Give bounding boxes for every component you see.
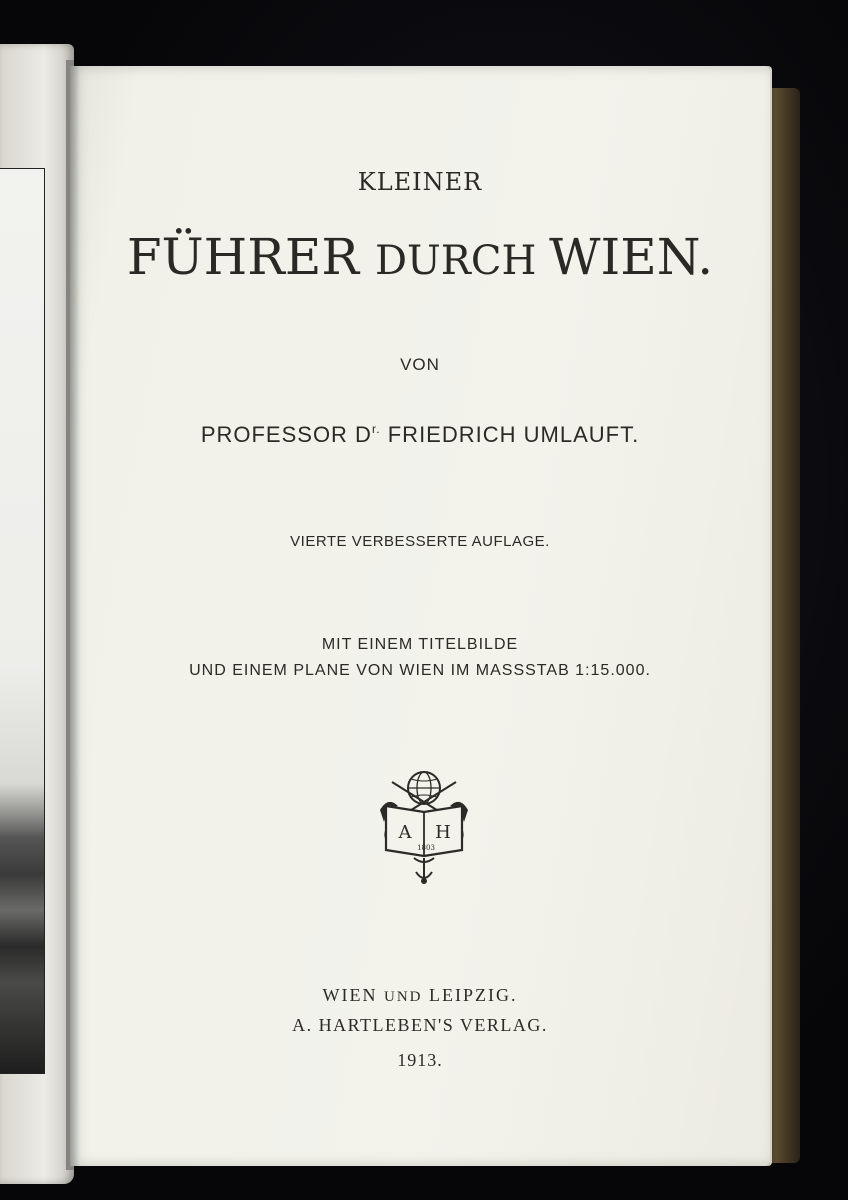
illustrations-line-1: MIT EINEM TITELBILDE [321, 636, 519, 653]
frontispiece-image [0, 168, 45, 1074]
title-word-fuehrer: FÜHRER [126, 228, 375, 286]
title-word-wien: WIEN. [549, 228, 714, 286]
emblem-letter-h: H [435, 822, 451, 843]
place-line [70, 985, 770, 1006]
title-word-durch: DURCH [374, 238, 550, 284]
publisher-emblem-icon [374, 766, 474, 888]
publisher-line: A. HARTLEBEN'S VERLAG. [292, 1015, 548, 1035]
subtitle-kleiner: KLEINER [357, 168, 483, 196]
author-line [70, 422, 770, 448]
publication-year: 1913. [397, 1050, 443, 1070]
place-und: UND [384, 989, 423, 1005]
author-title-sup: r. [371, 422, 381, 436]
byline-von: VON [400, 355, 440, 374]
author-name: FRIEDRICH UMLAUFT. [380, 422, 640, 447]
emblem-letter-a: A [398, 822, 412, 843]
place-leipzig: LEIPZIG. [422, 985, 518, 1005]
edition-line: VIERTE VERBESSERTE AUFLAGE. [290, 533, 550, 550]
book-title [70, 228, 770, 286]
illustrations-line-2: UND EINEM PLANE VON WIEN IM MASSSTAB 1:15.000. [189, 662, 651, 679]
place-wien: WIEN [322, 985, 384, 1005]
emblem-year: 1803 [417, 844, 435, 852]
author-prefix: PROFESSOR D [200, 422, 372, 447]
